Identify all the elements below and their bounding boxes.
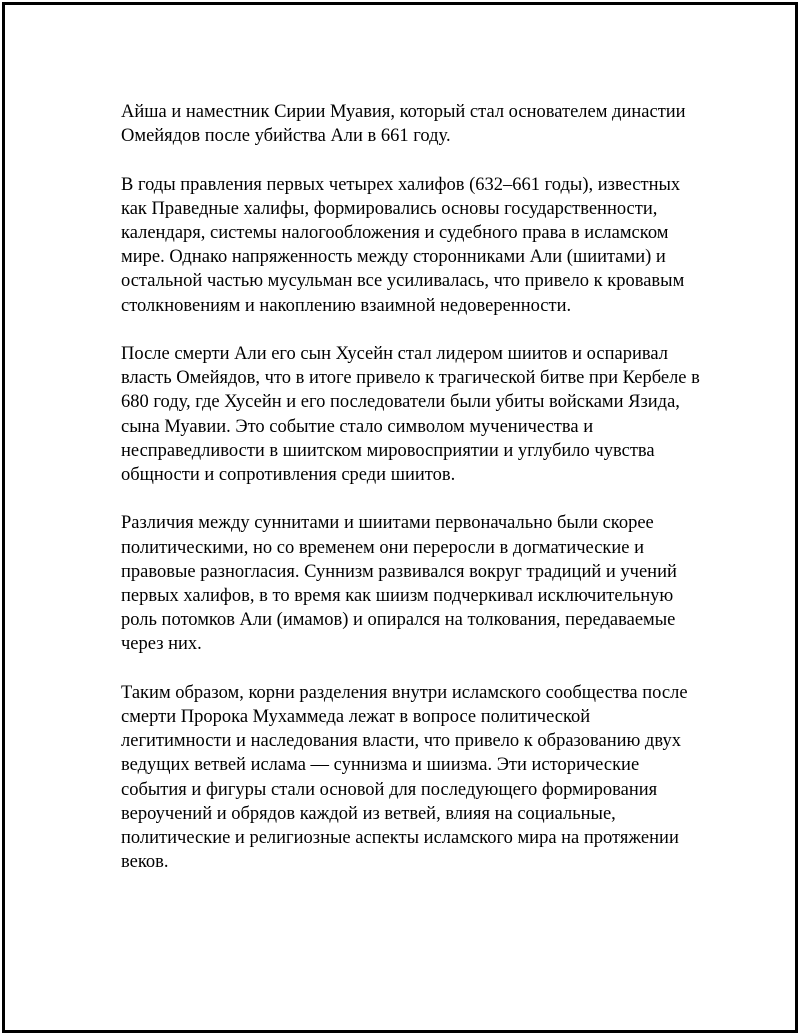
paragraph-2: В годы правления первых четырех халифов (632–661 годы), известных как Праведные халифы, формировались основы государственности, календаря, системы налогообложения и судебного права в исламском мире. Однако напряженность между сторонниками Али (шиитами) и остальной частью мусульман все усиливалась, что привело к кровавым столкновениям и накоплению взаимной недоверенности. (121, 174, 685, 316)
paragraph-1: Айша и наместник Сирии Муавия, который стал основателем династии Омейядов после убийства Али в 661 году. (121, 102, 686, 147)
document-body (121, 100, 701, 874)
page-frame (2, 2, 798, 1033)
paragraph-3: После смерти Али его сын Хусейн стал лидером шиитов и оспаривал власть Омейядов, что в итоге привело к трагической битве при Кербеле в 680 году, где Хусейн и его последователи были убиты войсками Язида, сына Муавии. Это событие стало символом мученичества и несправедливости в шиитском мировосприятии и углубило чувства общности и сопротивления среди шиитов. (121, 344, 700, 486)
paragraph-4: Различия между суннитами и шиитами первоначально были скорее политическими, но со временем они переросли в догматические и правовые разногласия. Суннизм развивался вокруг традиций и учений первых халифов, в то время как шиизм подчеркивал исключительную роль потомков Али (имамов) и опирался на толкования, передаваемые через них. (121, 513, 677, 655)
paragraph-5: Таким образом, корни разделения внутри исламского сообщества после смерти Пророка Мухаммеда лежат в вопросе политической легитимности и наследования власти, что привело к образованию двух ведущих ветвей ислама — суннизма и шиизма. Эти исторические события и фигуры стали основой для последующего формирования вероучений и обрядов каждой из ветвей, влияя на социальные, политические и религиозные аспекты исламского мира на протяжении веков. (121, 682, 688, 873)
